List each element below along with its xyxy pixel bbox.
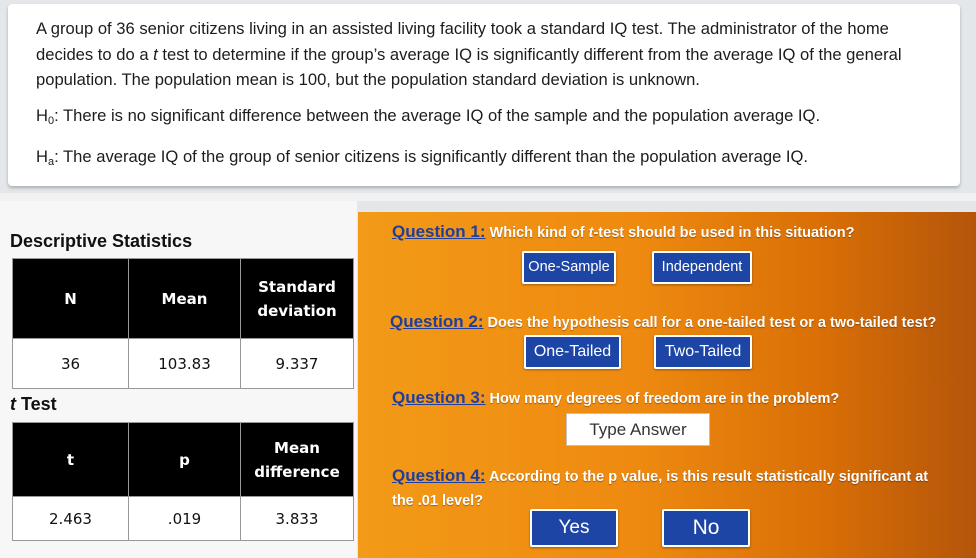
h0-subscript: 0 xyxy=(47,114,55,127)
one-sample-button[interactable]: One-Sample xyxy=(522,251,616,284)
divider xyxy=(0,193,976,201)
null-hypothesis xyxy=(36,103,942,135)
two-tailed-button[interactable]: Two-Tailed xyxy=(654,335,752,369)
ha-text: : The average IQ of the group of senior citizens is significantly different than the population average IQ. xyxy=(54,147,809,166)
header-t: t xyxy=(13,423,129,497)
t-test-title-rest: Test xyxy=(16,394,57,414)
cell-n: 36 xyxy=(13,339,129,389)
question-2-label: Question 2: xyxy=(390,312,484,331)
cell-mean-difference: 3.833 xyxy=(241,497,354,541)
question-1-label: Question 1: xyxy=(392,222,486,241)
problem-text xyxy=(36,16,942,93)
h0-text: : There is no significant difference between the average IQ of the sample and the population average IQ. xyxy=(54,105,821,125)
question-3 xyxy=(392,386,839,411)
problem-text-part: A group of 36 senior citizens living in an assisted living facility took a standard IQ test. The administrator of the home decides to do a xyxy=(36,19,889,64)
header-mean-difference: Mean difference xyxy=(241,423,354,497)
question-4 xyxy=(392,464,952,513)
ha-subscript: a xyxy=(47,156,55,168)
question-1-text: Which kind of xyxy=(485,225,589,241)
questions-panel xyxy=(358,212,976,558)
t-test-title xyxy=(10,394,57,415)
t-test-title-t: t xyxy=(10,394,16,414)
ha-symbol: H xyxy=(36,147,48,166)
t-test-table xyxy=(12,422,354,541)
cell-p: .019 xyxy=(129,497,241,541)
table-header-row xyxy=(13,259,354,339)
problem-text-part: test to determine if the group’s average IQ is significantly different from the average IQ of the general population. The population mean is 100, but the population standard deviation is unknown. xyxy=(36,44,902,89)
one-tailed-button[interactable]: One-Tailed xyxy=(524,335,621,369)
header-n: N xyxy=(13,259,129,339)
h0-symbol: H xyxy=(36,105,48,125)
problem-statement xyxy=(8,4,960,186)
alternative-hypothesis xyxy=(36,144,942,176)
question-1-t-letter: t xyxy=(588,225,594,241)
table-row xyxy=(13,497,354,541)
degrees-of-freedom-input[interactable] xyxy=(566,413,710,446)
no-button[interactable]: No xyxy=(662,509,750,547)
t-letter: t xyxy=(153,44,158,64)
question-3-label: Question 3: xyxy=(392,388,486,407)
question-1-text: -test should be used in this situation? xyxy=(593,225,855,241)
question-2-text: Does the hypothesis call for a one-tailed test or a two-tailed test? xyxy=(483,315,937,331)
descriptive-statistics-table xyxy=(12,258,354,389)
question-4-text: According to the p value, is this result statistically significant at the .01 level? xyxy=(392,469,929,509)
question-3-text: How many degrees of freedom are in the problem? xyxy=(485,391,840,407)
table-row xyxy=(13,339,354,389)
stats-panel xyxy=(0,201,357,558)
table-header-row xyxy=(13,423,354,497)
independent-button[interactable]: Independent xyxy=(652,251,752,284)
header-mean: Mean xyxy=(129,259,241,339)
cell-mean: 103.83 xyxy=(129,339,241,389)
yes-button[interactable]: Yes xyxy=(530,509,618,547)
header-p: p xyxy=(129,423,241,497)
cell-t: 2.463 xyxy=(13,497,129,541)
question-1 xyxy=(392,220,854,245)
header-standard-deviation: Standard deviation xyxy=(241,259,354,339)
question-2 xyxy=(390,310,950,335)
cell-standard-deviation: 9.337 xyxy=(241,339,354,389)
descriptive-statistics-title: Descriptive Statistics xyxy=(10,231,193,251)
question-4-label: Question 4: xyxy=(392,466,486,485)
